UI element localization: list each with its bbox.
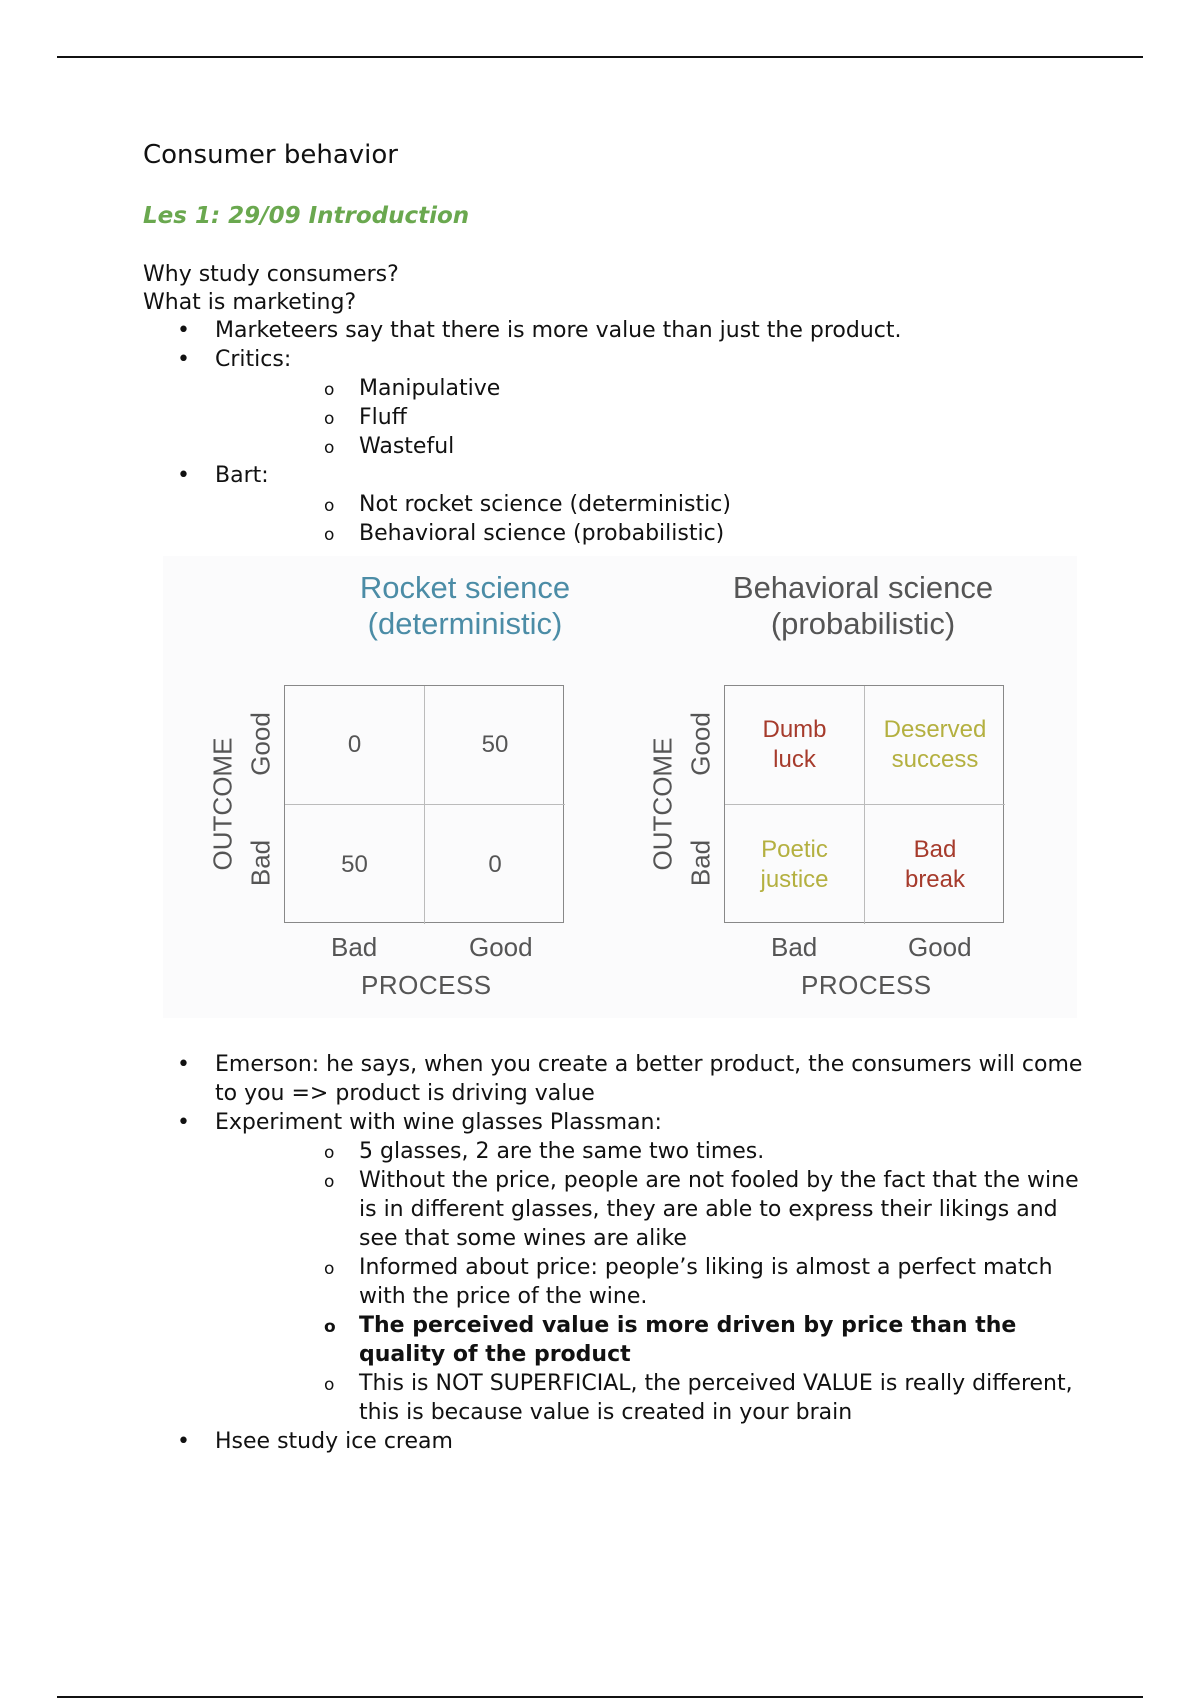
left-x-tick-good: Good <box>469 932 533 962</box>
list-item: • Experiment with wine glasses Plassman: o 5 glasses, 2 are the same two times. o Without the price, people are not fooled by the fact that the wine is in different glasses, they are able to express their likings and see that some wines are alike o Informed about price: people’s liking is almost a perfect match with the price of the wine. o The perceived value is more driven by price than the quality of the product o This is NOT SUPERFICIAL, the perceived VALUE is really different, this is because value is created in your brain <box>143 1108 1083 1427</box>
page-top-rule <box>57 56 1143 58</box>
sub-list <box>215 1137 1083 1427</box>
list-item: • Emerson: he says, when you create a better product, the consumers will come to you => product is driving value <box>143 1050 1083 1108</box>
list-item: • Hsee study ice cream <box>143 1427 1083 1456</box>
grid-cell: 50 <box>425 686 565 805</box>
left-y-tick-bad: Bad <box>245 839 276 887</box>
left-y-axis-title: OUTCOME <box>207 737 238 871</box>
document-title: Consumer behavior <box>143 140 398 170</box>
rocket-science-grid <box>284 685 564 923</box>
left-x-tick-bad: Bad <box>331 932 378 962</box>
grid-cell-bad-break: Bad break <box>904 835 966 893</box>
sub-list <box>215 374 1123 461</box>
list-item: o Without the price, people are not fooled by the fact that the wine is in different glasses, they are able to express their likings and see that some wines are alike <box>215 1166 1083 1253</box>
intro-question-1: Why study consumers? <box>143 262 399 287</box>
right-x-tick-bad: Bad <box>771 932 818 962</box>
rocket-science-title: Rocket science (deterministic) <box>359 570 571 641</box>
grid-cell: 50 <box>285 805 425 924</box>
list-item: • Critics: o Manipulative o Fluff o Wasteful <box>143 345 1123 461</box>
behavioral-science-title: Behavioral science (probabilistic) <box>732 570 994 641</box>
bullet-list-intro <box>143 316 1123 548</box>
left-y-tick-good: Good <box>245 712 276 776</box>
list-item: o 5 glasses, 2 are the same two times. <box>215 1137 1083 1166</box>
list-item: o Behavioral science (probabilistic) <box>215 519 1123 548</box>
right-x-axis-title: PROCESS <box>801 970 932 1000</box>
list-item: • Marketeers say that there is more value than just the product. <box>143 316 1123 345</box>
right-x-tick-good: Good <box>908 932 972 962</box>
list-item: o Wasteful <box>215 432 1123 461</box>
behavioral-science-grid <box>724 685 1004 923</box>
page-bottom-rule <box>57 1696 1143 1698</box>
right-y-tick-bad: Bad <box>685 839 716 887</box>
list-item: o Not rocket science (deterministic) <box>215 490 1123 519</box>
grid-cell: 0 <box>488 850 502 878</box>
sub-list <box>215 490 1123 548</box>
right-y-tick-good: Good <box>685 712 716 776</box>
list-item-key-finding: o The perceived value is more driven by price than the quality of the product <box>215 1311 1083 1369</box>
list-item: o Fluff <box>215 403 1123 432</box>
lesson-heading: Les 1: 29/09 Introduction <box>143 203 470 229</box>
outcome-process-figure <box>163 556 1077 1018</box>
right-y-axis-title: OUTCOME <box>647 737 678 871</box>
grid-cell-dumb-luck: Dumb luck <box>725 686 865 805</box>
list-item: o Informed about price: people’s liking is almost a perfect match with the price of the wine. <box>215 1253 1083 1311</box>
intro-question-2: What is marketing? <box>143 290 357 315</box>
left-x-axis-title: PROCESS <box>361 970 492 1000</box>
bullet-list-experiments <box>143 1050 1083 1456</box>
list-item: • Bart: o Not rocket science (deterministic) o Behavioral science (probabilistic) <box>143 461 1123 548</box>
grid-cell-deserved-success: Deserved success <box>865 686 1005 805</box>
list-item: o This is NOT SUPERFICIAL, the perceived VALUE is really different, this is because value is created in your brain <box>215 1369 1083 1427</box>
list-item: o Manipulative <box>215 374 1123 403</box>
grid-cell: 0 <box>285 686 425 805</box>
grid-cell-poetic-justice: Poetic justice <box>725 805 865 924</box>
